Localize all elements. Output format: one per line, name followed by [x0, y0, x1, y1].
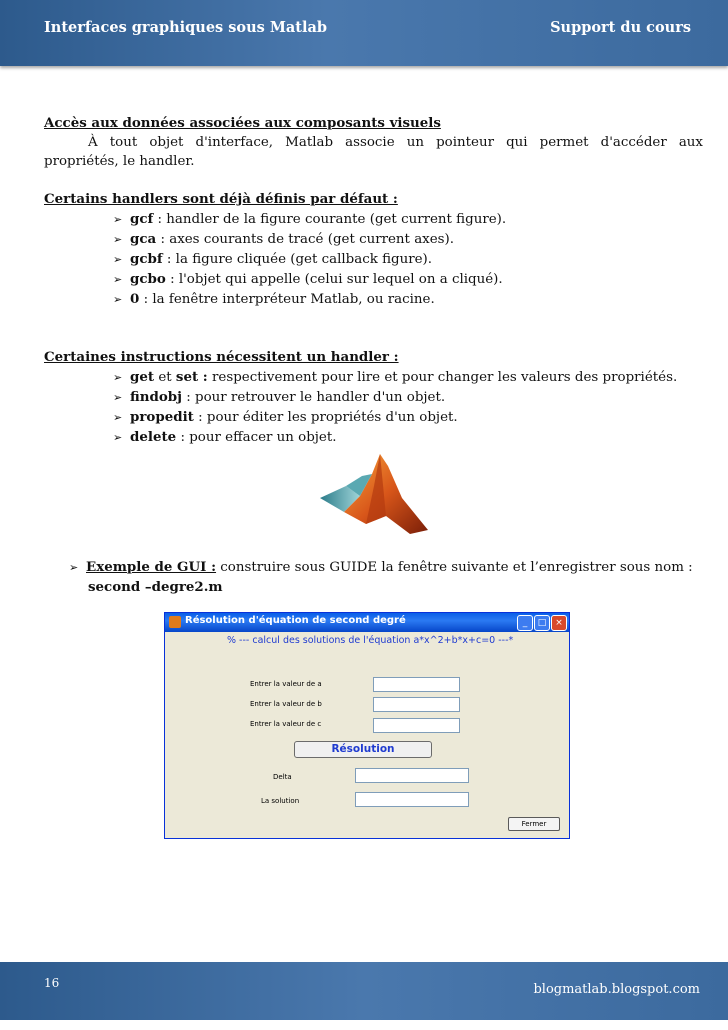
example-line: ➢ Exemple de GUI : construire sous GUIDE la fenêtre suivante et l’enregistrer sous nom : — [69, 559, 693, 575]
list-item: ➢ gcf : handler de la figure courante (get current figure). — [113, 211, 507, 227]
list-item: ➢ delete : pour effacer un objet. — [113, 429, 337, 445]
list-item: ➢ get et set : respectivement pour lire et pour changer les valeurs des propriétés. — [113, 369, 678, 385]
matlab-window-icon — [169, 616, 181, 628]
gui-body — [165, 632, 569, 838]
gui-title: Résolution d'équation de second degré — [185, 615, 406, 626]
header-right-label: Support du cours — [550, 19, 691, 36]
label-b: Entrer la valeur de b — [250, 700, 322, 708]
label-solution: La solution — [261, 797, 300, 805]
resolution-button[interactable]: Résolution — [294, 741, 432, 758]
section1-heading: Accès aux données associées aux composants visuels — [44, 115, 441, 131]
arrow-bullet-icon: ➢ — [113, 391, 123, 404]
list-item: ➢ gca : axes courants de tracé (get current axes). — [113, 231, 455, 247]
arrow-bullet-icon: ➢ — [113, 233, 123, 246]
list-item: ➢ gcbf : la figure cliquée (get callback figure). — [113, 251, 433, 267]
page-header — [0, 0, 728, 66]
list-item: ➢ findobj : pour retrouver le handler d'un objet. — [113, 389, 446, 405]
example-filename: second –degre2.m — [88, 579, 223, 595]
list-item: ➢ gcbo : l'objet qui appelle (celui sur lequel on a cliqué). — [113, 271, 503, 287]
section2-heading: Certains handlers sont déjà définis par défaut : — [44, 191, 398, 207]
section3-heading: Certaines instructions nécessitent un handler : — [44, 349, 399, 365]
header-title: Interfaces graphiques sous Matlab — [44, 19, 328, 36]
gui-equation-text: % --- calcul des solutions de l'équation a*x^2+b*x+c=0 ---* — [227, 635, 514, 646]
arrow-bullet-icon: ➢ — [69, 561, 79, 574]
solution-field[interactable] — [355, 792, 469, 807]
close-icon[interactable]: × — [551, 615, 567, 631]
matlab-logo-image — [316, 446, 434, 544]
list-item: ➢ propedit : pour éditer les propriétés d'un objet. — [113, 409, 458, 425]
input-b[interactable] — [373, 697, 460, 712]
maximize-icon[interactable]: □ — [534, 615, 550, 631]
page-number: 16 — [44, 976, 60, 990]
arrow-bullet-icon: ➢ — [113, 431, 123, 444]
list-item: ➢ 0 : la fenêtre interpréteur Matlab, ou racine. — [113, 291, 435, 307]
arrow-bullet-icon: ➢ — [113, 293, 123, 306]
page-footer — [0, 962, 728, 1020]
input-a[interactable] — [373, 677, 460, 692]
section1-line1: À tout objet d'interface, Matlab associe un pointeur qui permet d'accéder aux — [88, 135, 703, 150]
fermer-button[interactable]: Fermer — [508, 817, 560, 831]
minimize-icon[interactable]: _ — [517, 615, 533, 631]
label-delta: Delta — [273, 773, 292, 781]
arrow-bullet-icon: ➢ — [113, 253, 123, 266]
footer-site: blogmatlab.blogspot.com — [533, 982, 700, 997]
arrow-bullet-icon: ➢ — [113, 411, 123, 424]
arrow-bullet-icon: ➢ — [113, 371, 123, 384]
gui-title-bar — [165, 613, 569, 632]
delta-field[interactable] — [355, 768, 469, 783]
label-c: Entrer la valeur de c — [250, 720, 322, 728]
gui-window — [164, 612, 570, 839]
section1-line2: propriétés, le handler. — [44, 154, 195, 169]
arrow-bullet-icon: ➢ — [113, 273, 123, 286]
arrow-bullet-icon: ➢ — [113, 213, 123, 226]
label-a: Entrer la valeur de a — [250, 680, 322, 688]
input-c[interactable] — [373, 718, 460, 733]
